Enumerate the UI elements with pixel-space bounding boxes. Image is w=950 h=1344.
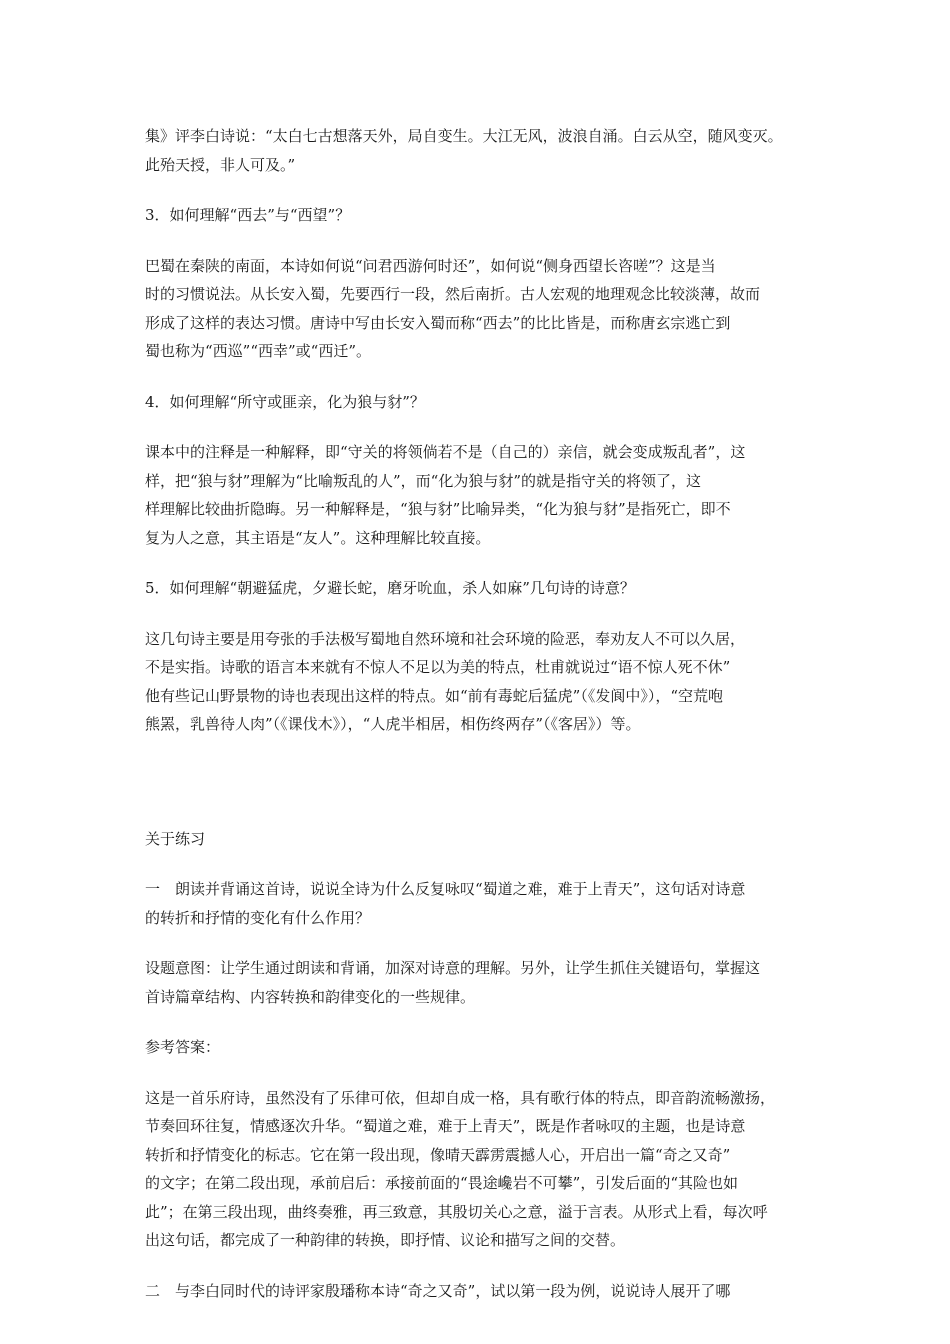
text-line: 不是实指。诗歌的语言本来就有不惊人不足以为美的特点，杜甫就说过“语不惊人死不休” <box>145 658 731 676</box>
text-line: 的转折和抒情的变化有什么作用？ <box>145 908 371 927</box>
text-line: 集》评李白诗说：“太白七古想落天外，局自变生。大江无风，波浪自涌。白云从空，随风变灭。 <box>145 127 783 145</box>
answer-3-paragraph <box>145 252 820 366</box>
question-5-heading <box>145 574 820 603</box>
text-line: 样理解比较曲折隐晦。另一种解释是，“狼与豺”比喻异类，“化为狼与豺”是指死亡，即不 <box>145 500 731 518</box>
section-gap <box>145 761 820 825</box>
answer-5-paragraph <box>145 625 820 739</box>
text-line: 课本中的注释是一种解释，即“守关的将领倘若不是（自己的）亲信，就会变成叛乱者”，这 <box>145 443 746 461</box>
text-line: 样，把“狼与豺”理解为“比喻叛乱的人”，而“化为狼与豺”的就是指守关的将领了，这 <box>145 471 702 490</box>
exercise-1-answer <box>145 1084 820 1255</box>
text-line: 时的习惯说法。从长安入蜀，先要西行一段，然后南折。古人宏观的地理观念比较淡薄，故而 <box>145 285 761 303</box>
text-line: 他有些记山野景物的诗也表现出这样的特点。如“前有毒蛇后猛虎”（《发阆中》），“空荒咆 <box>145 686 724 705</box>
text-line: 熊罴，乳兽待人肉”（《课伐木》），“人虎半相居，相伤终两存”（《客居》）等。 <box>145 715 641 733</box>
text-line: 关于练习 <box>145 829 206 848</box>
exercise-2-question <box>145 1277 820 1306</box>
exercise-1-intent <box>145 954 820 1011</box>
text-line: 此殆天授，非人可及。” <box>145 155 296 174</box>
text-line: 此”；在第三段出现，曲终奏雅，再三致意，其殷切关心之意，溢于言表。从形式上看，每次呼 <box>145 1202 768 1221</box>
text-line: 4．如何理解“所守或匪亲，化为狼与豺”？ <box>145 392 425 411</box>
text-line: 参考答案： <box>145 1038 221 1056</box>
text-line: 形成了这样的表达习惯。唐诗中写由长安入蜀而称“西去”的比比皆是，而称唐玄宗逃亡到 <box>145 313 731 332</box>
reference-answer-label <box>145 1033 820 1062</box>
quote-continuation-paragraph <box>145 122 820 179</box>
text-line: 3．如何理解“西去”与“西望”？ <box>145 206 351 224</box>
text-line: 二 与李白同时代的诗评家殷璠称本诗“奇之又奇”，试以第一段为例，说说诗人展开了哪 <box>145 1281 731 1300</box>
text-line: 首诗篇章结构、内容转换和韵律变化的一些规律。 <box>145 987 476 1006</box>
text-line: 设题意图：让学生通过朗读和背诵，加深对诗意的理解。另外，让学生抓住关键语句，掌握这 <box>145 959 761 977</box>
text-line: 出这句话，都完成了一种韵律的转换，即抒情、议论和描写之间的交替。 <box>145 1231 626 1249</box>
text-line: 5．如何理解“朝避猛虎，夕避长蛇，磨牙吮血，杀人如麻”几句诗的诗意？ <box>145 579 635 597</box>
text-line: 复为人之意，其主语是“友人”。这种理解比较直接。 <box>145 528 491 547</box>
text-line: 节奏回环往复，情感逐次升华。“蜀道之难，难于上青天”，既是作者咏叹的主题，也是诗意 <box>145 1117 746 1135</box>
text-line: 转折和抒情变化的标志。它在第一段出现，像晴天霹雳震撼人心，开启出一篇“奇之又奇” <box>145 1145 731 1164</box>
exercises-section-heading <box>145 825 820 854</box>
text-line: 一 朗读并背诵这首诗，说说全诗为什么反复咏叹“蜀道之难，难于上青天”，这句话对诗意 <box>145 880 746 898</box>
text-line: 巴蜀在秦陕的南面，本诗如何说“问君西游何时还”，如何说“侧身西望长咨嗟”？这是当 <box>145 256 716 275</box>
text-line: 的文字；在第二段出现，承前启后：承接前面的“畏途巉岩不可攀”，引发后面的“其险也如 <box>145 1174 739 1192</box>
document-page <box>145 122 820 1327</box>
answer-4-paragraph <box>145 438 820 552</box>
question-3-heading <box>145 201 820 230</box>
text-line: 蜀也称为“西巡”“西幸”或“西迁”。 <box>145 342 372 360</box>
text-line: 这是一首乐府诗，虽然没有了乐律可依，但却自成一格，具有歌行体的特点，即音韵流畅激扬， <box>145 1088 776 1107</box>
text-line: 这几句诗主要是用夸张的手法极写蜀地自然环境和社会环境的险恶，奉劝友人不可以久居， <box>145 629 746 648</box>
question-4-heading <box>145 388 820 417</box>
exercise-1-question <box>145 875 820 932</box>
